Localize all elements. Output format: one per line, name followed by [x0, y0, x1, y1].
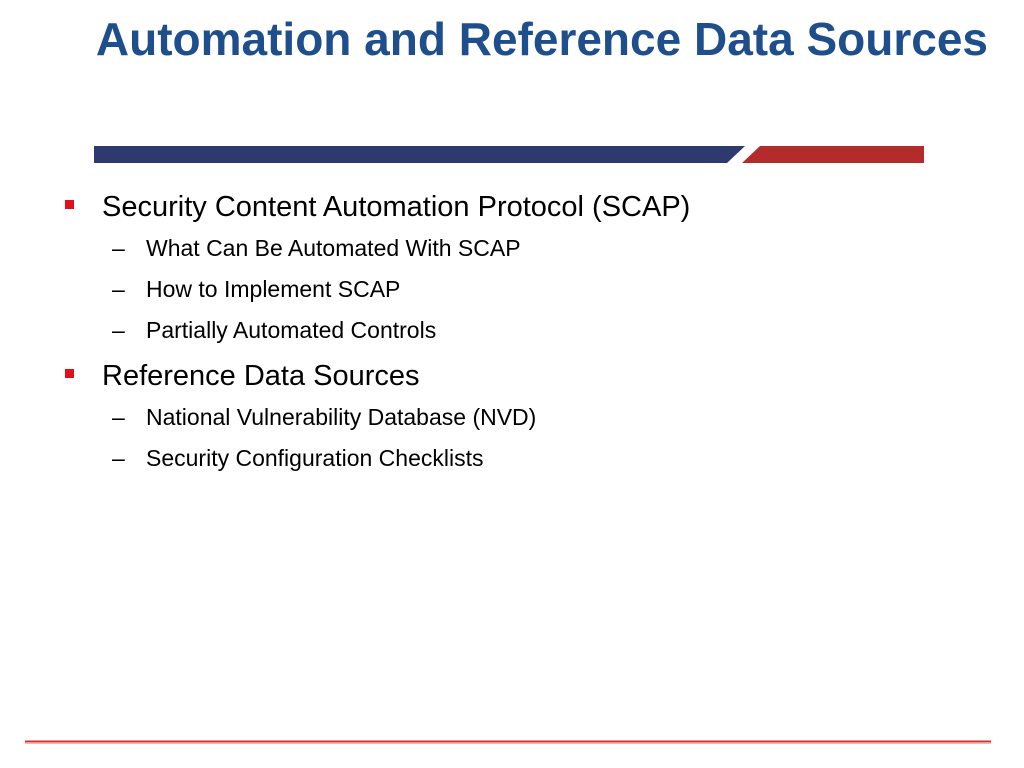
sub-bullet-list: [62, 228, 962, 351]
bullet-text: Security Content Automation Protocol (SCAP): [102, 191, 691, 223]
sub-bullet-text: Security Configuration Checklists: [146, 445, 484, 471]
sub-bullet-text: National Vulnerability Database (NVD): [146, 404, 537, 430]
title-rule-blue-segment: [94, 146, 745, 163]
square-bullet-icon: [65, 369, 74, 378]
sub-bullet-item: [62, 397, 962, 438]
slide-body: [62, 188, 962, 485]
square-bullet-icon: [65, 200, 74, 209]
sub-bullet-item: [62, 438, 962, 479]
sub-bullet-item: [62, 310, 962, 351]
sub-bullet-text: How to Implement SCAP: [146, 276, 401, 302]
section-scap: [62, 188, 962, 351]
dash-bullet-icon: –: [112, 317, 125, 343]
dash-bullet-icon: –: [112, 445, 125, 471]
dash-bullet-icon: –: [112, 235, 125, 261]
sub-bullet-text: Partially Automated Controls: [146, 317, 437, 343]
dash-bullet-icon: –: [112, 276, 125, 302]
slide-title: Automation and Reference Data Sources: [95, 13, 988, 65]
dash-bullet-icon: –: [112, 404, 125, 430]
bullet-item: [62, 357, 962, 395]
sub-bullet-list: [62, 397, 962, 479]
bullet-item: [62, 188, 962, 226]
sub-bullet-item: [62, 228, 962, 269]
sub-bullet-text: What Can Be Automated With SCAP: [146, 235, 521, 261]
title-rule-red-segment: [742, 146, 924, 163]
sub-bullet-item: [62, 269, 962, 310]
section-reference-data: [62, 357, 962, 479]
bullet-text: Reference Data Sources: [102, 360, 420, 392]
